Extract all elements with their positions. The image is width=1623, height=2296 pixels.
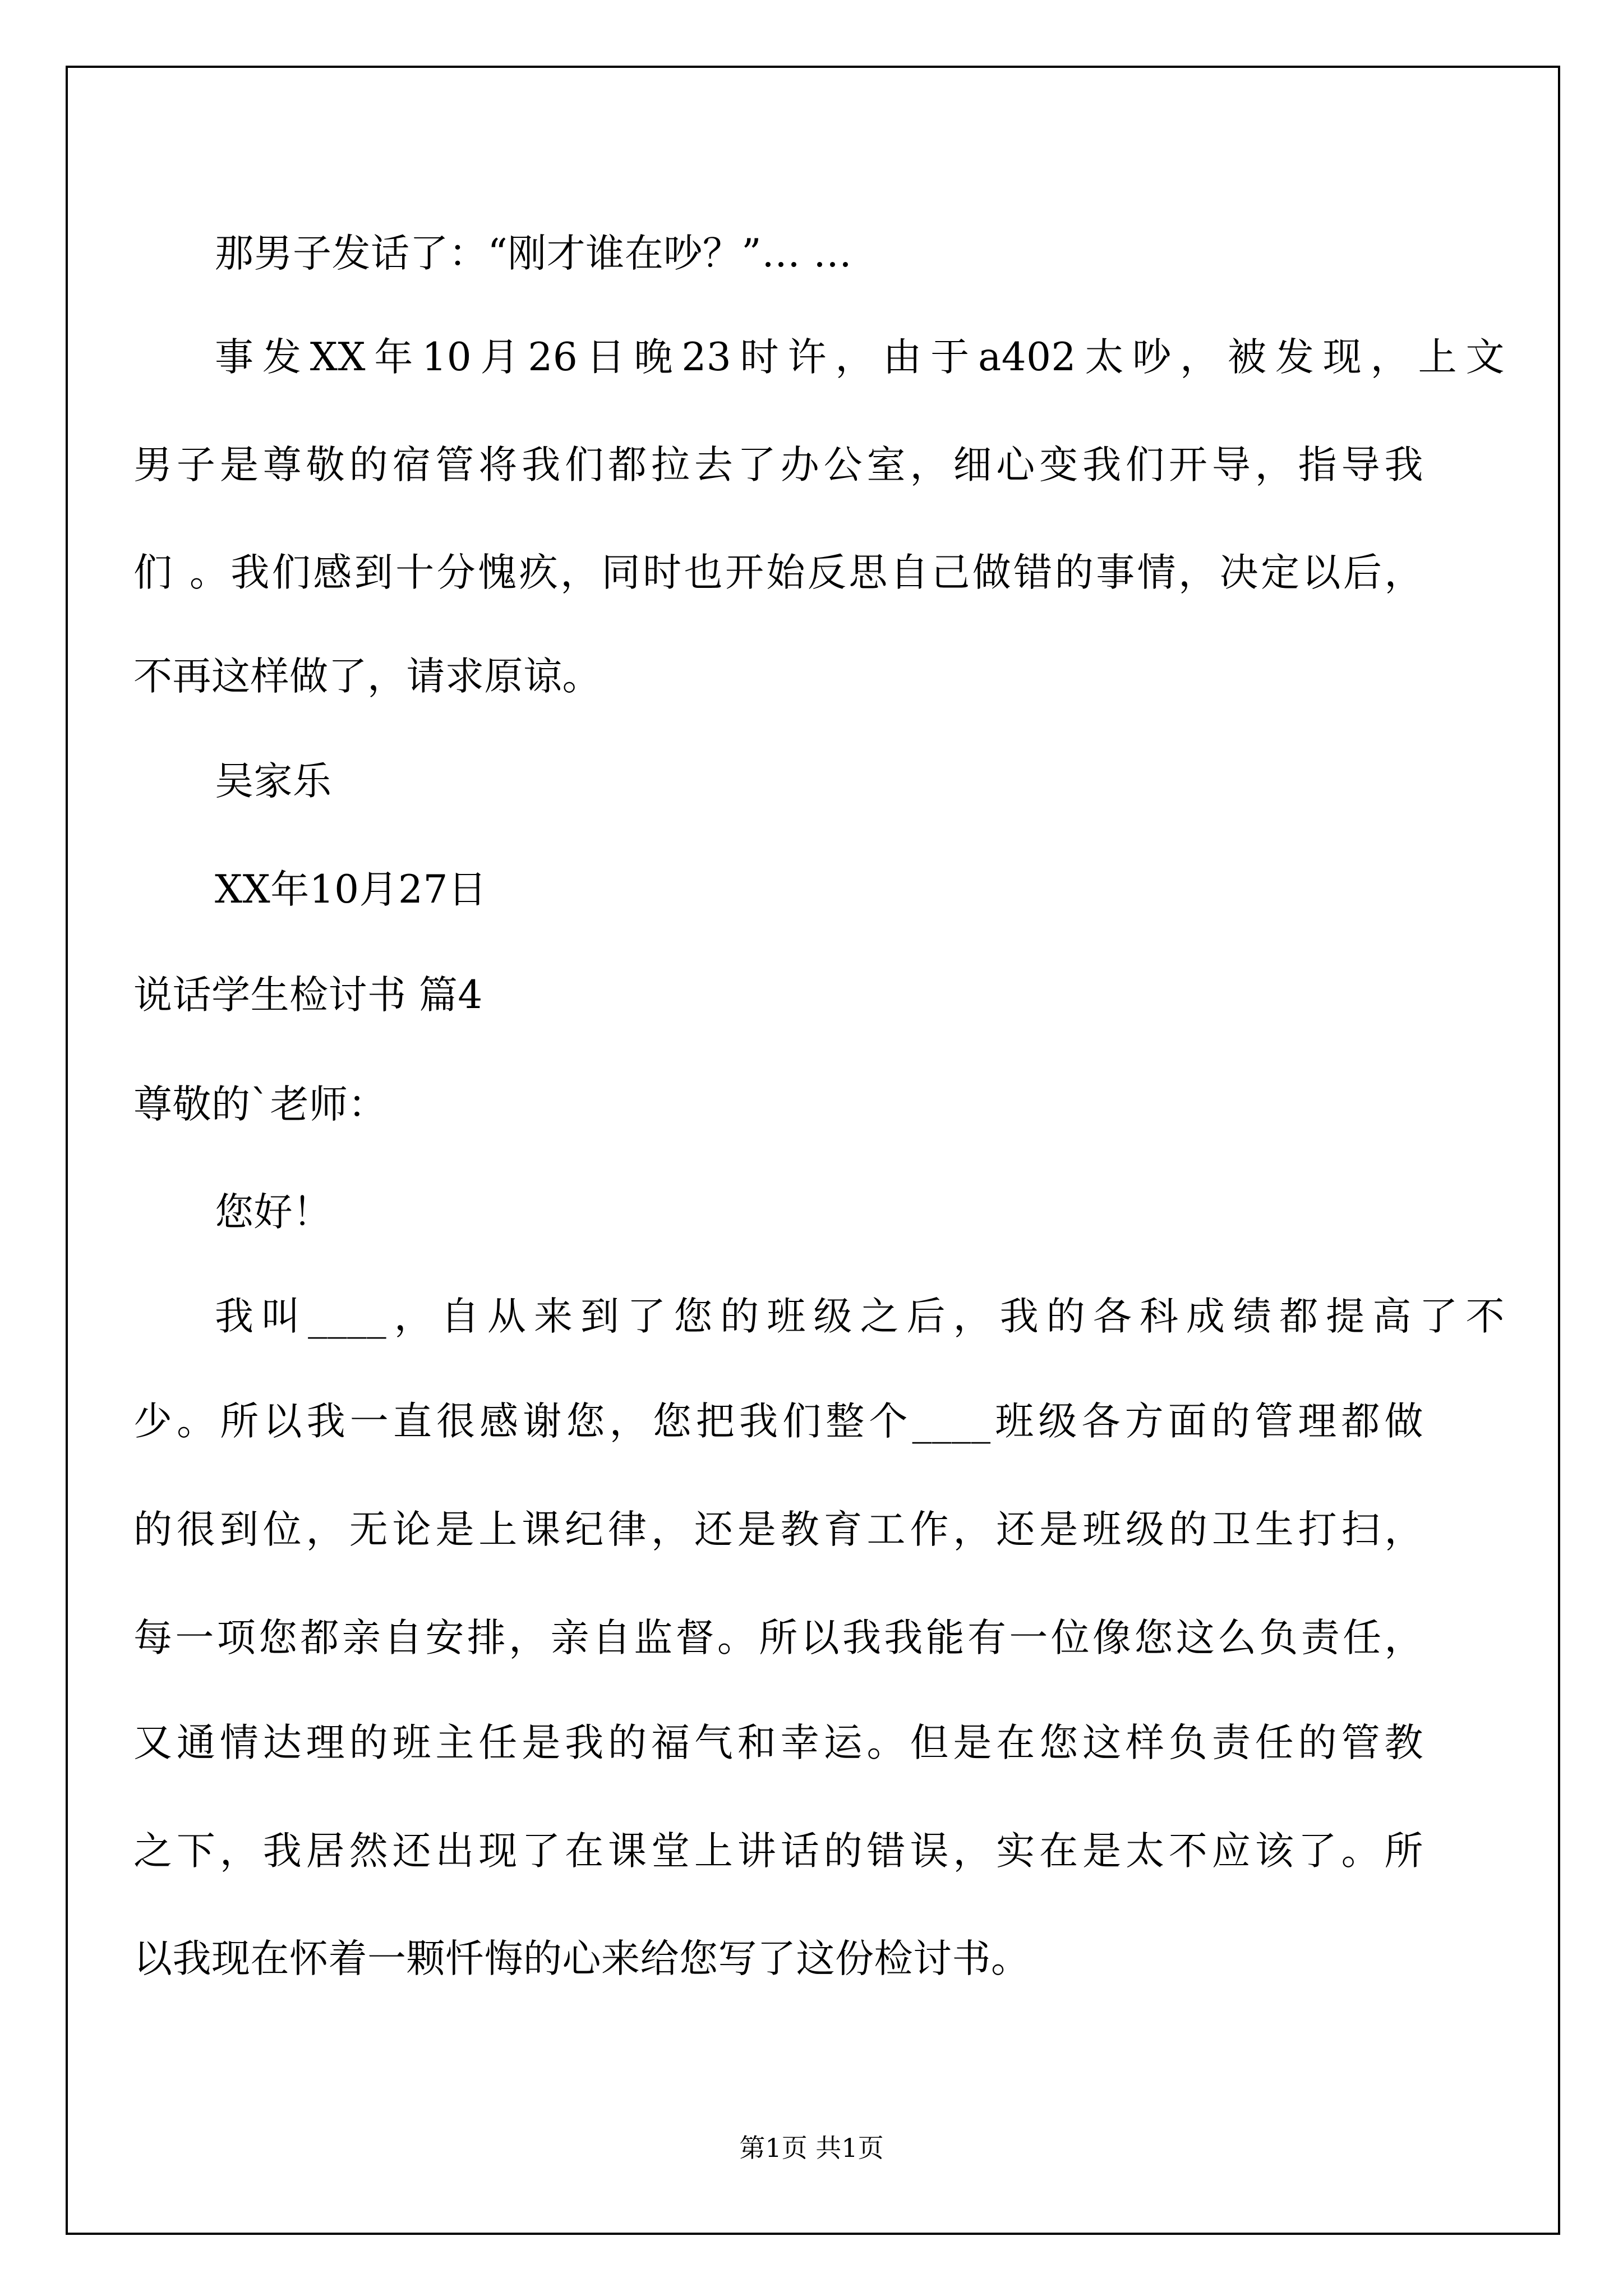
paragraph-line: 又通情达理的班主任是我的福气和幸运。但是在您这样负责任的管教: [133, 1720, 1423, 1765]
paragraph-line: 每一项您都亲自安排，亲自监督。所以我我能有一位像您这么负责任，: [133, 1616, 1423, 1660]
paragraph-line: 们 。我们感到十分愧疚，同时也开始反思自己做错的事情，决定以后，: [133, 550, 1423, 595]
paragraph-line: 事发XX年10月26日晚23时许，由于a402太吵，被发现，上文: [215, 335, 1505, 380]
salutation: 尊敬的`老师：: [133, 1082, 387, 1127]
paragraph-line: 我叫____，自从来到了您的班级之后，我的各科成绩都提高了不: [215, 1294, 1505, 1339]
paragraph-line: 之下，我居然还出现了在课堂上讲话的错误，实在是太不应该了。所: [133, 1829, 1423, 1874]
paragraph-line: 男子是尊敬的宿管将我们都拉去了办公室，细心变我们开导，指导我: [133, 443, 1423, 487]
page-footer: 第1页 共1页: [739, 2133, 884, 2163]
page-border: [66, 66, 1560, 2235]
section-heading: 说话学生检讨书 篇4: [133, 973, 483, 1018]
paragraph-line: 以我现在怀着一颗忏悔的心来给您写了这份检讨书。: [133, 1936, 1030, 1981]
paragraph-line: 那男子发话了：“刚才谁在吵？”… …: [215, 231, 852, 276]
paragraph-line: 不再这样做了，请求原谅。: [133, 654, 601, 699]
paragraph-line: 的很到位，无论是上课纪律，还是教育工作，还是班级的卫生打扫，: [133, 1507, 1423, 1552]
signature-date: XX年10月27日: [215, 867, 487, 912]
greeting: 您好！: [215, 1190, 332, 1235]
paragraph-line: 少。所以我一直很感谢您，您把我们整个____班级各方面的管理都做: [133, 1399, 1423, 1444]
signature-name: 吴家乐: [215, 759, 332, 804]
